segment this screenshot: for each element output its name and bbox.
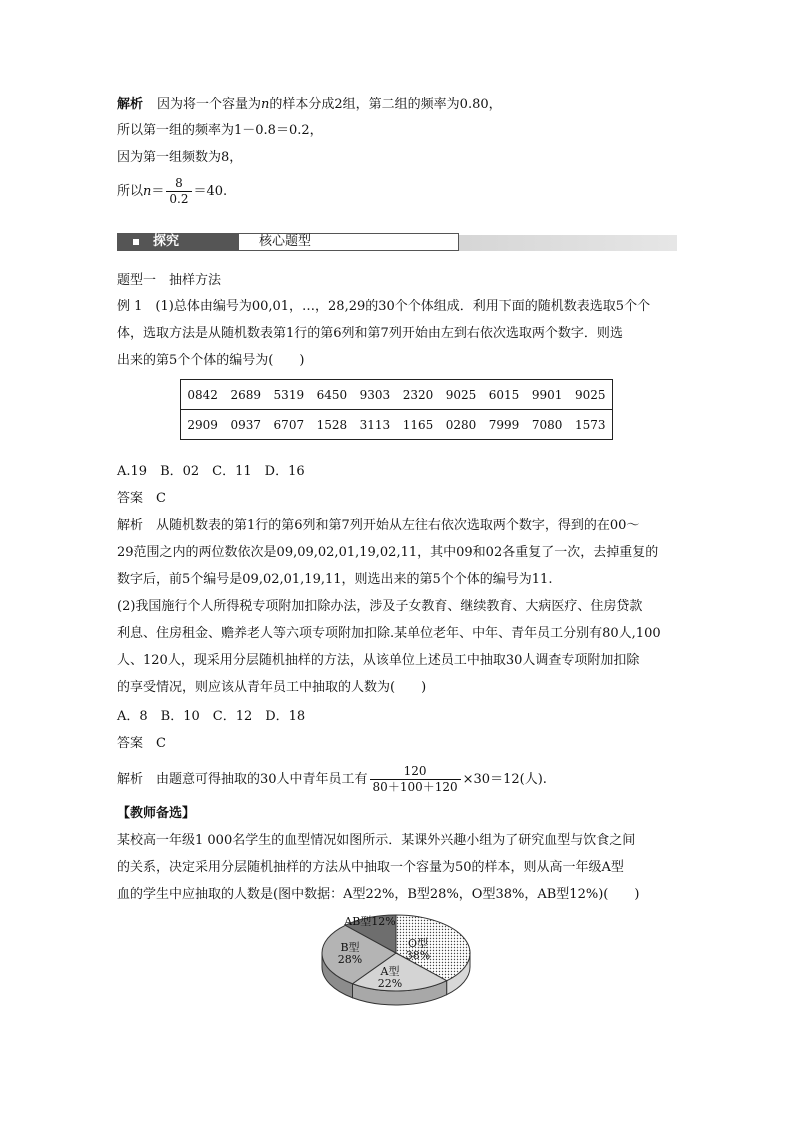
table-cell: 3113 <box>359 417 391 432</box>
table-cell: 6707 <box>273 417 305 432</box>
example-2-line-3: 人、120人，现采用分层随机抽样的方法，从该单位上述员工中抽取30人调查专项附加扣除 <box>117 653 640 668</box>
slice-ab-label: AB型12% <box>344 915 396 928</box>
table-cell: 0842 <box>181 380 225 410</box>
slice-a-value-label: 22% <box>377 977 403 990</box>
example-2-line-1: (2)我国施行个人所得税专项附加扣除办法，涉及子女教育、继续教育、大病医疗、住房贷款 <box>117 599 643 614</box>
example-1-line-3: 出来的第5个个体的编号为( ) <box>117 353 305 368</box>
table-cell: 9025 <box>439 380 482 410</box>
table-cell: 6450 <box>310 380 353 410</box>
table-row <box>181 410 613 440</box>
table-cell: 0937 <box>230 417 262 432</box>
example-2-solution: 解析 由题意可得抽取的30人中青年员工有 $\frac{120}{80+100+120}$ ×30＝12(人). <box>117 764 547 794</box>
slice-o-name-label: O型 <box>407 937 429 950</box>
banner-dark-tab: 探究 <box>117 233 238 251</box>
table-cell: 2689 <box>224 380 267 410</box>
fraction: $\frac{8}{0.2}$ <box>166 176 191 207</box>
table-cell: 9025 <box>569 380 613 410</box>
table-cell: 7999 <box>488 417 520 432</box>
teacher-tag: 【教师备选】 <box>117 806 196 821</box>
teacher-line-3: 血的学生中应抽取的人数是(图中数据：A型22%，B型28%，O型38%，AB型12%)( ) <box>117 887 640 902</box>
example-2-options: A．8 B．10 C．12 D．18 <box>117 709 306 724</box>
slice-b-name-label: B型 <box>340 941 360 954</box>
slice-o-value-label: 38% <box>405 949 431 962</box>
table-cell: 2909 <box>187 417 218 432</box>
teacher-line-1: 某校高一年级1 000名学生的血型情况如图所示．某课外兴趣小组为了研究血型与饮食之间 <box>117 833 636 848</box>
solution-line-3: 因为第一组频数为8， <box>117 150 243 165</box>
example-1-answer: 答案 C <box>117 491 166 506</box>
example-2-line-4: 的享受情况，则应该从青年员工中抽取的人数为( ) <box>117 680 427 695</box>
example-1-solution-line-3: 数字后，前5个编号是09,02,01,19,11，则选出来的第5个个体的编号为11. <box>117 572 553 587</box>
table-row <box>181 380 613 410</box>
random-number-table <box>180 379 613 440</box>
example-1-solution-line-2: 29范围之内的两位数依次是09,09,02,01,19,02,11，其中09和02各重复了一次，去掉重复的 <box>117 545 659 560</box>
example-1-solution-line-1: 解析 从随机数表的第1行的第6列和第7列开始从左往右依次选取两个数字，得到的在00～ <box>117 518 640 533</box>
blood-type-pie-chart <box>318 913 474 1017</box>
table-cell: 9901 <box>526 380 569 410</box>
solution-line-2: 所以第一组的频率为1－0.8＝0.2， <box>117 123 323 138</box>
fraction: $\frac{120}{80+100+120}$ <box>370 764 461 795</box>
section-banner <box>117 231 677 253</box>
section-title: 题型一 抽样方法 <box>117 273 222 288</box>
table-cell: 6015 <box>483 380 526 410</box>
example-1-line-2: 体，选取方法是从随机数表第1行的第6列和第7列开始由左到右依次选取两个数字．则选 <box>117 326 623 341</box>
table-cell: 1573 <box>575 417 606 432</box>
slice-a-name-label: A型 <box>380 965 400 978</box>
example-1-line-1: 例 1 (1)总体由编号为00,01，…，28,29的30个个体组成．利用下面的随机数表选取5个个 <box>117 299 651 314</box>
table-cell: 1528 <box>316 417 348 432</box>
square-bullet-icon <box>133 239 139 245</box>
slice-b-value-label: 28% <box>337 953 363 966</box>
table-cell: 2320 <box>396 380 439 410</box>
table-cell: 7080 <box>531 417 563 432</box>
solution-line-4: 所以n＝ $\frac{8}{0.2}$ ＝40. <box>117 176 228 206</box>
example-2-line-2: 利息、住房租金、赡养老人等六项专项附加扣除.某单位老年、中年、青年员工分别有80人,100 <box>117 626 661 641</box>
banner-light-tab: 核心题型 <box>238 233 459 251</box>
table-cell: 1165 <box>402 417 434 432</box>
solution-label: 解析 <box>117 97 144 112</box>
table-cell: 0280 <box>445 417 477 432</box>
solution-line-1: 解析 因为将一个容量为n的样本分成2组，第二组的频率为0.80， <box>117 97 502 112</box>
table-cell: 9303 <box>353 380 396 410</box>
table-cell: 5319 <box>267 380 310 410</box>
example-2-answer: 答案 C <box>117 736 166 751</box>
teacher-line-2: 的关系，决定采用分层随机抽样的方法从中抽取一个容量为50的样本，则从高一年级A型 <box>117 860 624 875</box>
example-1-options: A.19 B．02 C．11 D．16 <box>117 464 305 479</box>
